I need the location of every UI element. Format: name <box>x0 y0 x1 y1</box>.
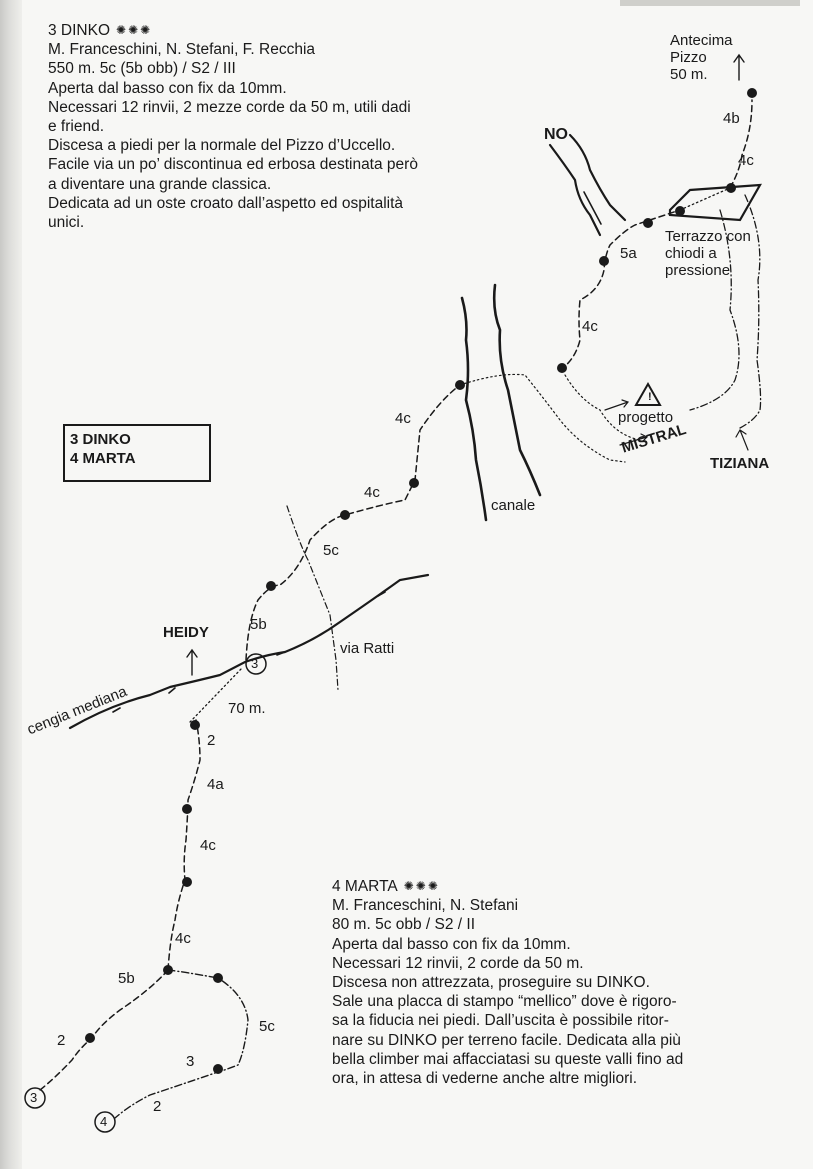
up-arrow-heidy <box>187 650 197 675</box>
grade-label: 4c <box>738 152 754 169</box>
top-exit-line: 50 m. <box>670 66 708 83</box>
dinko-route-top <box>560 210 680 370</box>
route-marta-line: Necessari 12 rinvii, 2 corde da 50 m. <box>332 954 584 972</box>
grade-label: 4c <box>582 318 598 335</box>
route-marta-title: 4 MARTA <box>332 878 398 895</box>
top-exit-line: Pizzo <box>670 49 707 66</box>
grade-label: 5b <box>118 970 135 987</box>
grade-label: 5a <box>620 245 637 262</box>
route-dinko-line: unici. <box>48 214 85 232</box>
svg-text:!: ! <box>648 391 652 403</box>
route-dinko-line: Discesa a piedi per la normale del Pizzo d’Uccello. <box>48 137 396 155</box>
route-marta-title-row <box>332 877 683 896</box>
grade-label: 4a <box>207 776 224 793</box>
route-dinko-line: Aperta dal basso con fix da 10mm. <box>48 79 287 97</box>
start-marker-3-ledge-label: 3 <box>251 656 259 671</box>
via-ratti-line <box>287 506 338 690</box>
grade-label: 4c <box>175 930 191 947</box>
cengia-mediana-label: cengia mediana <box>24 682 130 739</box>
route-dinko-line: M. Franceschini, N. Stefani, F. Recchia <box>48 41 316 59</box>
route-marta-description <box>332 877 683 1088</box>
terrace-outline <box>670 185 760 220</box>
terrace-line: chiodi a <box>665 245 717 262</box>
grade-label: 4c <box>364 484 380 501</box>
grade-label: 4b <box>723 110 740 127</box>
start-marker-3-label: 3 <box>30 1090 38 1105</box>
no-gully-left <box>550 145 600 235</box>
route-marta-line: ora, in attesa di vederne anche altre migliori. <box>332 1070 637 1088</box>
grade-label: 2 <box>207 732 216 749</box>
route-dinko-line: e friend. <box>48 118 105 136</box>
grade-label: 4c <box>200 837 216 854</box>
top-exit-label <box>670 32 733 83</box>
grade-label: 3 <box>186 1053 195 1070</box>
via-ratti-label: via Ratti <box>340 640 395 657</box>
grade-label: 5b <box>250 616 267 633</box>
route-dinko-line: Dedicata ad un oste croato dall’aspetto ed ospitalità <box>48 194 404 212</box>
route-marta-line: sa la fiducia nei piedi. Dall’uscita è possibile ritor- <box>332 1012 669 1030</box>
route-marta-line: nare su DINKO per terreno facile. Dedicata alla più <box>332 1031 681 1049</box>
route-dinko-title: 3 DINKO <box>48 22 111 39</box>
dinko-start-pitch <box>40 970 168 1090</box>
route-marta-line: Sale una placca di stampo “mellico” dove è rigoro- <box>332 993 677 1011</box>
terrace-line: Terrazzo con <box>665 228 751 245</box>
start-marker-4-label: 4 <box>100 1114 108 1129</box>
rating-stars-icon: ✺✺✺ <box>403 879 440 893</box>
route-dinko-title-row <box>48 21 418 40</box>
canale-right <box>494 285 540 495</box>
grade-label: 5c <box>259 1018 275 1035</box>
rating-stars-icon: ✺✺✺ <box>116 23 153 37</box>
tiziana-label: TIZIANA <box>710 455 770 472</box>
canale-label: canale <box>491 497 536 514</box>
up-arrow-top <box>734 55 744 80</box>
route-marta-line: Aperta dal basso con fix da 10mm. <box>332 935 571 953</box>
terrace-line: pressione <box>665 262 731 279</box>
route-marta-line: 80 m. 5c obb / S2 / II <box>332 916 476 934</box>
terrace-label <box>665 228 751 279</box>
no-gully-right <box>570 135 625 220</box>
grade-label: 5c <box>323 542 339 559</box>
dinko-route-upper <box>246 385 460 660</box>
grade-label: 4c <box>395 410 411 427</box>
legend-line-marta: 4 MARTA <box>70 450 136 467</box>
route-dinko-line: Necessari 12 rinvii, 2 mezze corde da 50 m, utili dadi <box>48 98 411 116</box>
top-exit-line: Antecima <box>670 32 733 49</box>
legend-line-dinko: 3 DINKO <box>70 431 131 448</box>
approach-length-label: 70 m. <box>228 700 266 717</box>
heidy-label: HEIDY <box>163 624 209 641</box>
grade-label: 2 <box>57 1032 66 1049</box>
progetto-label: progetto <box>618 409 674 426</box>
route-dinko-line: a diventare una grande classica. <box>48 175 272 193</box>
mistral-label: MISTRAL <box>619 420 689 457</box>
routes-legend-box <box>63 424 211 482</box>
no-gully-label: NO <box>544 126 568 143</box>
route-marta-line: Discesa non attrezzata, proseguire su DINKO. <box>332 974 650 992</box>
route-dinko-description <box>48 21 418 232</box>
grade-label: 2 <box>153 1098 162 1115</box>
route-dinko-line: Facile via un po’ discontinua ed erbosa destinata però <box>48 156 418 174</box>
canale-left <box>462 298 486 520</box>
marta-route <box>115 970 248 1118</box>
route-dinko-line: 550 m. 5c (5b obb) / S2 / III <box>48 60 236 78</box>
route-marta-line: bella climber mai affacciatasi su queste valli fino ad <box>332 1050 684 1068</box>
route-marta-line: M. Franceschini, N. Stefani <box>332 897 519 915</box>
mistral-route <box>460 374 625 462</box>
